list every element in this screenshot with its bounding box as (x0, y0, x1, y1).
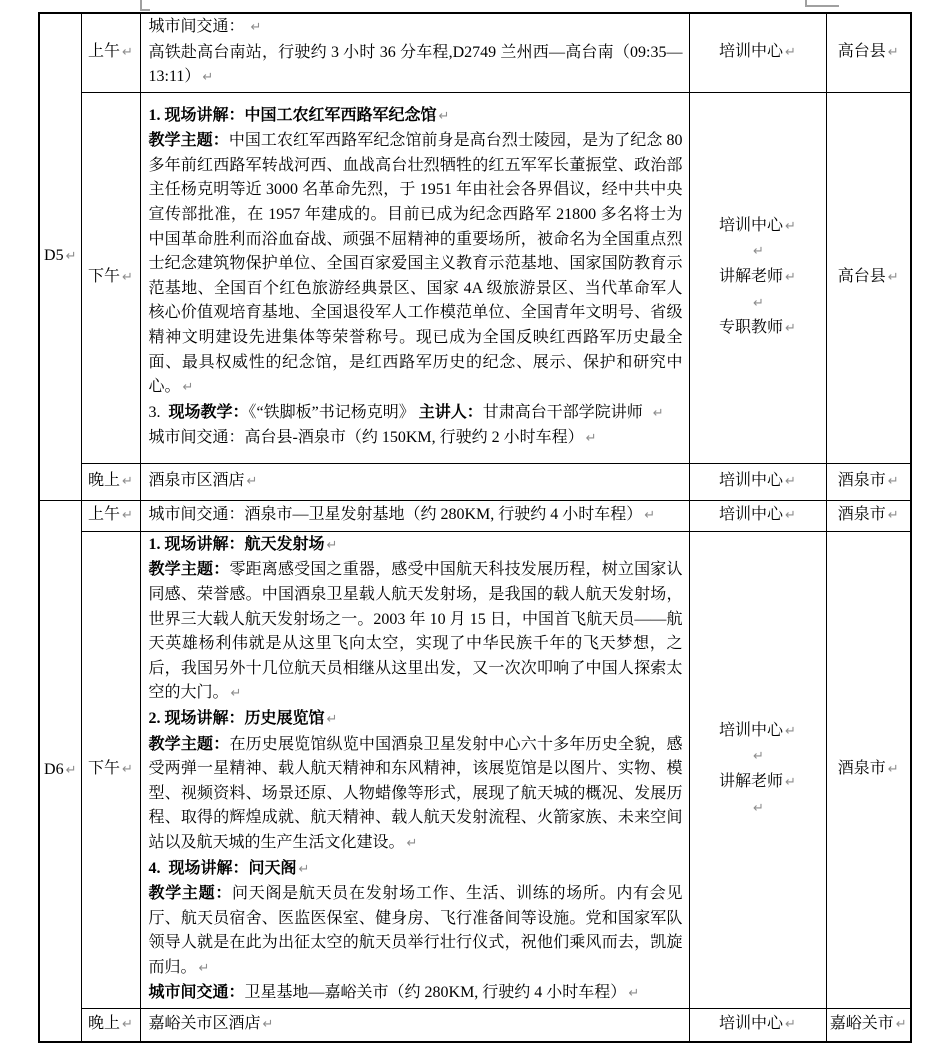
paragraph (692, 214, 824, 240)
paragraph (149, 981, 683, 1007)
text-run: 酒泉市 (837, 471, 886, 489)
text-run: 培训中心 (719, 1015, 784, 1033)
paragraph (692, 770, 824, 796)
text-run: 主讲人： (418, 403, 483, 421)
paragraph (149, 41, 683, 91)
text-run: 城市间交通： (148, 984, 245, 1002)
text-run: 卫星基地—嘉峪关市（约 280KM, 行驶约 4 小时车程） (244, 984, 627, 1002)
text-run: 培训中心 (719, 721, 784, 739)
paragraph-mark-icon: ↵ (753, 800, 764, 816)
paragraph (148, 129, 687, 401)
text-run: 在历史展览馆纵览中国酒泉卫星发射中心六十多年历史全貌，感受两弹一星精神、载人航天精神和东风精神，该展览馆是以图片、实物、模型、视频资料、场景还原、人物蜡像等形式，展现了航天城的概况、发展历程、取得的辉煌成就、航天精神、载人航天发射流程、火箭家族、未来空间站以及航天城的生产生活文化建设。 (148, 735, 683, 851)
text-run: 零距离感受国之重器，感受中国航天科技发展历程，树立国家认同感、荣誉感。中国酒泉卫星载人航天发射场，是我国的载人航天发射场，世界三大载人航天发射场之一。2003 年 10 月 15 日，中国首飞航天员——航天英雄杨利伟就是从这里飞向太空，实现了中华民族千年的飞天梦想，之后，我国另外十几位航天员相继从这里出发，又一次次叩响了中国人探索太空的大门。 (148, 561, 683, 702)
text-run: 嘉峪关市区酒店 (148, 1015, 261, 1033)
text-run: 培训中心 (719, 505, 784, 523)
staff-cell-d5-morning[interactable] (689, 13, 826, 92)
paragraph (692, 40, 824, 66)
paragraph-mark-icon: ↵ (198, 960, 210, 976)
text-run: 培训中心 (719, 471, 784, 489)
paragraph (149, 707, 683, 733)
paragraph-mark-icon: ↵ (887, 473, 899, 489)
text-run: 2. 现场讲解：历史展览馆 (148, 709, 325, 727)
paragraph-mark-icon: ↵ (406, 835, 418, 851)
paragraph-mark-icon: ↵ (753, 295, 764, 311)
paragraph (829, 265, 909, 291)
itinerary-cell-d6-morning[interactable] (140, 500, 689, 531)
paragraph (829, 757, 909, 783)
time-cell-d6-morning[interactable] (81, 500, 140, 531)
paragraph (149, 882, 683, 981)
text-run: 酒泉市区酒店 (148, 471, 245, 489)
paragraph-mark-icon: ↵ (785, 774, 796, 790)
staff-cell-d5-evening[interactable] (689, 463, 826, 500)
paragraph-mark-icon: ↵ (785, 473, 796, 489)
paragraph-mark-icon: ↵ (785, 269, 796, 285)
staff-cell-d6-afternoon[interactable] (689, 531, 826, 1008)
staff-cell-d6-evening[interactable] (689, 1009, 826, 1042)
paragraph-mark-icon: ↵ (644, 507, 656, 523)
text-run: 问天阁是航天员在发射场工作、生活、训练的场所。内有会见厅、航天员宿舍、医监医保室、健身房、飞行准备间等设施。党和国家军队领导人就是在此为出征太空的航天员举行壮行仪式，祝他们乘风而去，凯旋而归。 (148, 885, 683, 976)
paragraph (829, 469, 909, 495)
paragraph (692, 1012, 824, 1038)
paragraph (692, 744, 824, 770)
day-cell-d5[interactable] (39, 13, 81, 500)
time-cell-d5-morning[interactable] (81, 13, 140, 92)
text-run: 培训中心 (719, 216, 784, 234)
day-cell-d6[interactable] (39, 500, 81, 1041)
text-run: 教学主题： (148, 132, 229, 150)
paragraph-mark-icon: ↵ (585, 431, 597, 447)
paragraph (149, 401, 683, 427)
paragraph (149, 533, 683, 559)
paragraph-mark-icon: ↵ (122, 473, 133, 489)
text-run: 讲解老师 (719, 772, 784, 790)
paragraph (149, 503, 683, 529)
paragraph-mark-icon: ↵ (122, 269, 133, 285)
text-run: 甘肃高台干部学院讲师 (482, 403, 651, 421)
paragraph-mark-icon: ↵ (887, 762, 899, 778)
paragraph-mark-icon: ↵ (887, 507, 899, 523)
paragraph-mark-icon: ↵ (785, 45, 796, 61)
text-run: 教学主题： (148, 561, 230, 579)
cutoff-row-mark (140, 0, 150, 11)
text-run: 城市间交通： (148, 18, 249, 35)
training-itinerary-table (38, 12, 912, 1043)
paragraph (692, 503, 824, 529)
time-cell-d6-evening[interactable] (81, 1009, 140, 1042)
paragraph-mark-icon: ↵ (262, 1017, 274, 1033)
paragraph-mark-icon: ↵ (628, 986, 640, 1002)
paragraph-mark-icon: ↵ (753, 749, 764, 765)
staff-cell-d6-morning[interactable] (689, 500, 826, 531)
paragraph-mark-icon: ↵ (887, 269, 899, 285)
location-cell-d6-afternoon[interactable] (826, 531, 911, 1008)
cutoff-row-mark (805, 0, 839, 7)
location-cell-d5-afternoon[interactable] (826, 92, 911, 463)
paragraph (84, 40, 138, 66)
time-cell-d6-afternoon[interactable] (81, 531, 140, 1008)
text-run: 中国工农红军西路军纪念馆前身是高台烈士陵园，是为了纪念 80 多年前红西路军转战河西、血战高台壮烈牺牲的红五军军长董振堂、政治部主任杨克明等近 3000 名革命先烈，于 1951 年由社会各界倡议，经中共中央宣传部批准，在 1957 年建成的。目前已成为纪念西路军 21800 多名将士为中国革命胜利而浴血奋战、顽强不屈精神的重要场所，被命名为全国重点烈士纪念建筑物保护单位、全国百家爱国主义教育示范基地、国家国防教育示范基地、全国百个红色旅游经典景区、国家 4A 级旅游景区、当代革命军人核心价值观培育基地、全国退役军人工作模范单位、全国青年文明号、省级精神文明建设先进集体等荣誉称号。现已成为全国反映红西路军历史最全面、最具权威性的纪念馆，是红西路军历史的纪念、展示、保护和研究中心。 (148, 132, 687, 396)
text-run: 嘉峪关市 (829, 1015, 894, 1033)
paragraph (692, 469, 824, 495)
text-run: 上午 (88, 43, 121, 61)
paragraph (149, 104, 683, 130)
location-cell-d5-morning[interactable] (826, 13, 911, 92)
paragraph (692, 719, 824, 745)
text-run: 《“铁脚板”书记杨克明》 (248, 403, 419, 421)
paragraph-mark-icon: ↵ (887, 45, 899, 61)
text-run: 教学主题： (148, 885, 233, 903)
paragraph-mark-icon: ↵ (122, 507, 133, 523)
paragraph-mark-icon: ↵ (122, 45, 133, 61)
text-run: 酒泉市 (837, 760, 886, 778)
paragraph-mark-icon: ↵ (785, 218, 796, 234)
itinerary-cell-d5-afternoon[interactable] (140, 92, 689, 463)
paragraph (149, 469, 683, 495)
paragraph-mark-icon: ↵ (785, 723, 796, 739)
itinerary-cell-d5-morning[interactable] (140, 13, 689, 92)
text-run: 城市间交通：酒泉市—卫星发射基地（约 280KM, 行驶约 4 小时车程） (148, 505, 643, 523)
paragraph (149, 558, 683, 707)
text-run: 讲解老师 (719, 267, 784, 285)
paragraph (84, 503, 138, 529)
paragraph-mark-icon: ↵ (785, 507, 796, 523)
text-run: 晚上 (88, 1015, 121, 1033)
paragraph-mark-icon: ↵ (230, 686, 242, 702)
text-run: 1. 现场讲解：中国工农红军西路军纪念馆 (148, 106, 437, 124)
text-run: 高台县 (837, 43, 886, 61)
paragraph (84, 469, 138, 495)
itinerary-cell-d6-evening[interactable] (140, 1009, 689, 1042)
time-cell-d5-evening[interactable] (81, 463, 140, 500)
text-run: 教学主题： (148, 735, 230, 753)
paragraph-mark-icon: ↵ (65, 762, 77, 778)
location-cell-d5-evening[interactable] (826, 463, 911, 500)
text-run: D6 (44, 760, 64, 778)
paragraph-mark-icon: ↵ (785, 1017, 796, 1033)
paragraph (829, 503, 909, 529)
paragraph (42, 758, 79, 784)
paragraph-mark-icon: ↵ (753, 244, 764, 260)
paragraph (692, 239, 824, 265)
paragraph (149, 733, 683, 857)
paragraph-mark-icon: ↵ (122, 1017, 133, 1033)
location-cell-d6-evening[interactable] (826, 1009, 911, 1042)
text-run: 高铁赴高台南站，行驶约 3 小时 36 分车程,D2749 兰州西—高台南（09:35—13:11） (148, 43, 683, 86)
text-run: 现场教学： (168, 403, 249, 421)
time-cell-d5-afternoon[interactable] (81, 92, 140, 463)
paragraph-mark-icon: ↵ (182, 380, 194, 396)
paragraph (149, 15, 683, 41)
paragraph-mark-icon: ↵ (652, 405, 664, 421)
text-run: 4. 现场讲解：问天阁 (148, 859, 297, 877)
paragraph (84, 1012, 138, 1038)
paragraph (829, 1012, 909, 1038)
text-run: 城市间交通：高台县-酒泉市（约 150KM, 行驶约 2 小时车程） (148, 429, 584, 447)
paragraph-mark-icon: ↵ (326, 711, 338, 727)
paragraph-mark-icon: ↵ (895, 1017, 907, 1033)
paragraph-mark-icon: ↵ (438, 108, 450, 124)
text-run: 下午 (88, 760, 121, 778)
paragraph (149, 857, 683, 883)
paragraph (84, 757, 138, 783)
text-run: 培训中心 (719, 43, 784, 61)
paragraph-mark-icon: ↵ (785, 321, 796, 337)
paragraph (84, 265, 138, 291)
itinerary-cell-d5-evening[interactable] (140, 463, 689, 500)
paragraph (692, 796, 824, 822)
text-run: 高台县 (837, 267, 886, 285)
staff-cell-d5-afternoon[interactable] (689, 92, 826, 463)
paragraph-mark-icon: ↵ (326, 537, 338, 553)
location-cell-d6-morning[interactable] (826, 500, 911, 531)
paragraph-mark-icon: ↵ (250, 20, 262, 35)
text-run: 下午 (88, 267, 121, 285)
paragraph (149, 426, 683, 452)
paragraph (149, 1012, 683, 1038)
paragraph (692, 265, 824, 291)
text-run: D5 (44, 247, 64, 265)
paragraph-mark-icon: ↵ (65, 249, 77, 265)
paragraph (42, 244, 79, 270)
paragraph (692, 291, 824, 317)
text-run: 晚上 (88, 471, 121, 489)
itinerary-cell-d6-afternoon[interactable] (140, 531, 689, 1008)
paragraph (692, 316, 824, 342)
text-run: 酒泉市 (837, 505, 886, 523)
text-run: 1. 现场讲解：航天发射场 (148, 535, 325, 553)
paragraph (829, 40, 909, 66)
paragraph-mark-icon: ↵ (122, 762, 133, 778)
text-run: 3. (148, 403, 169, 421)
paragraph-mark-icon: ↵ (246, 473, 258, 489)
paragraph-mark-icon: ↵ (298, 861, 310, 877)
paragraph-mark-icon: ↵ (202, 70, 214, 86)
text-run: 上午 (88, 505, 121, 523)
text-run: 专职教师 (719, 319, 784, 337)
